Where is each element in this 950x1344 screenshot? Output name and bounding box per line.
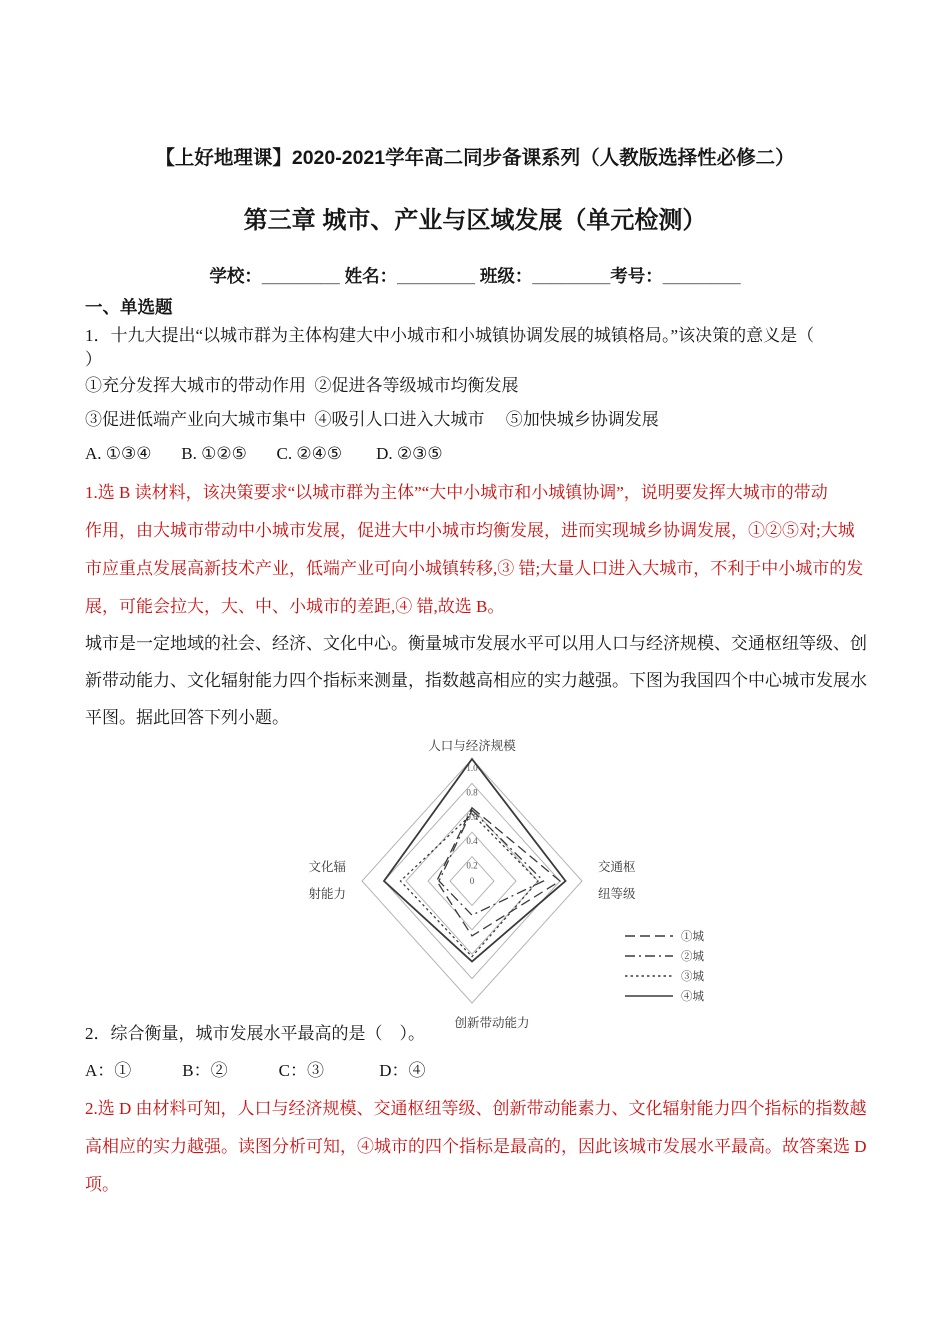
tick-label: 0.4 xyxy=(466,836,478,847)
answer1-line: 展，可能会拉大，大、中、小城市的差距,④ 错,故选 B。 xyxy=(85,597,505,616)
axis-label-right: 纽等级 xyxy=(598,887,636,901)
answer1-line: 作用，由大城市带动中小城市发展，促进大中小城市均衡发展，进而实现城乡协调发展，①②⑤对;大城 xyxy=(85,521,855,540)
material-line: 城市是一定地域的社会、经济、文化中心。衡量城市发展水平可以用人口与经济规模、交通枢纽等级、创 xyxy=(85,634,867,653)
material-line: 平图。据此回答下列小题。 xyxy=(85,708,289,727)
student-info-line: 学校：________ 姓名：________ 班级：________考号：________ xyxy=(209,266,741,286)
legend-label: ③城 xyxy=(681,971,704,983)
radar-chart-svg xyxy=(295,736,725,1036)
radar-chart xyxy=(295,736,725,1036)
question1-option-row: ①充分发挥大城市的带动作用 ②促进各等级城市均衡发展 xyxy=(85,376,519,395)
question1-line: ） xyxy=(85,350,102,369)
axis-label-left: 文化辐 xyxy=(308,860,346,874)
legend-label: ①城 xyxy=(681,931,704,943)
question2-choices: A：① B：② C：③ D：④ xyxy=(85,1061,426,1080)
answer1-line: 1.选 B 读材料，该决策要求“以城市群为主体”“大中小城市和小城镇协调”，说明要发挥大城市的带动 xyxy=(85,483,828,502)
series-header: 【上好地理课】2020-2021学年高二同步备课系列（人教版选择性必修二） xyxy=(155,147,795,169)
axis-label-bottom: 创新带动能力 xyxy=(454,1016,530,1030)
tick-label: 0.2 xyxy=(466,860,478,871)
question2-line: 2．综合衡量，城市发展水平最高的是（ ）。 xyxy=(85,1024,425,1043)
section-heading: 一、单选题 xyxy=(85,297,173,317)
page-title: 第三章 城市、产业与区域发展（单元检测） xyxy=(243,207,707,234)
axis-label-top: 人口与经济规模 xyxy=(428,739,516,753)
tick-label: 0.6 xyxy=(466,811,478,822)
axis-label-right: 交通枢 xyxy=(598,860,636,874)
answer2-line: 项。 xyxy=(85,1175,119,1194)
legend-label: ②城 xyxy=(681,951,704,963)
answer1-line: 市应重点发展高新技术产业，低端产业可向小城镇转移,③ 错;大量人口进入大城市，不利于中小城市的发 xyxy=(85,559,864,578)
answer2-line: 2.选 D 由材料可知，人口与经济规模、交通枢纽等级、创新带动能素力、文化辐射能力四个指标的指数越 xyxy=(85,1099,867,1118)
axis-label-left: 射能力 xyxy=(308,887,346,901)
question1-line: 1．十九大提出“以城市群为主体构建大中小城市和小城镇协调发展的城镇格局。”该决策的意义是（ xyxy=(85,326,815,345)
tick-label: 0.8 xyxy=(466,787,478,798)
series-polygon xyxy=(439,810,544,915)
tick-label: 0 xyxy=(469,876,475,886)
answer2-line: 高相应的实力越强。读图分析可知，④城市的四个指标是最高的，因此该城市发展水平最高。故答案选 D xyxy=(85,1137,867,1156)
question1-option-row: ③促进低端产业向大城市集中 ④吸引人口进入大城市 ⑤加快城乡协调发展 xyxy=(85,410,659,429)
material-line: 新带动能力、文化辐射能力四个指标来测量，指数越高相应的实力越强。下图为我国四个中心城市发展水 xyxy=(85,671,867,690)
question1-choices: A. ①③④ B. ①②⑤ C. ②④⑤ D. ②③⑤ xyxy=(85,444,443,463)
tick-label: 1.0 xyxy=(466,763,478,773)
legend-label: ④城 xyxy=(681,991,704,1003)
